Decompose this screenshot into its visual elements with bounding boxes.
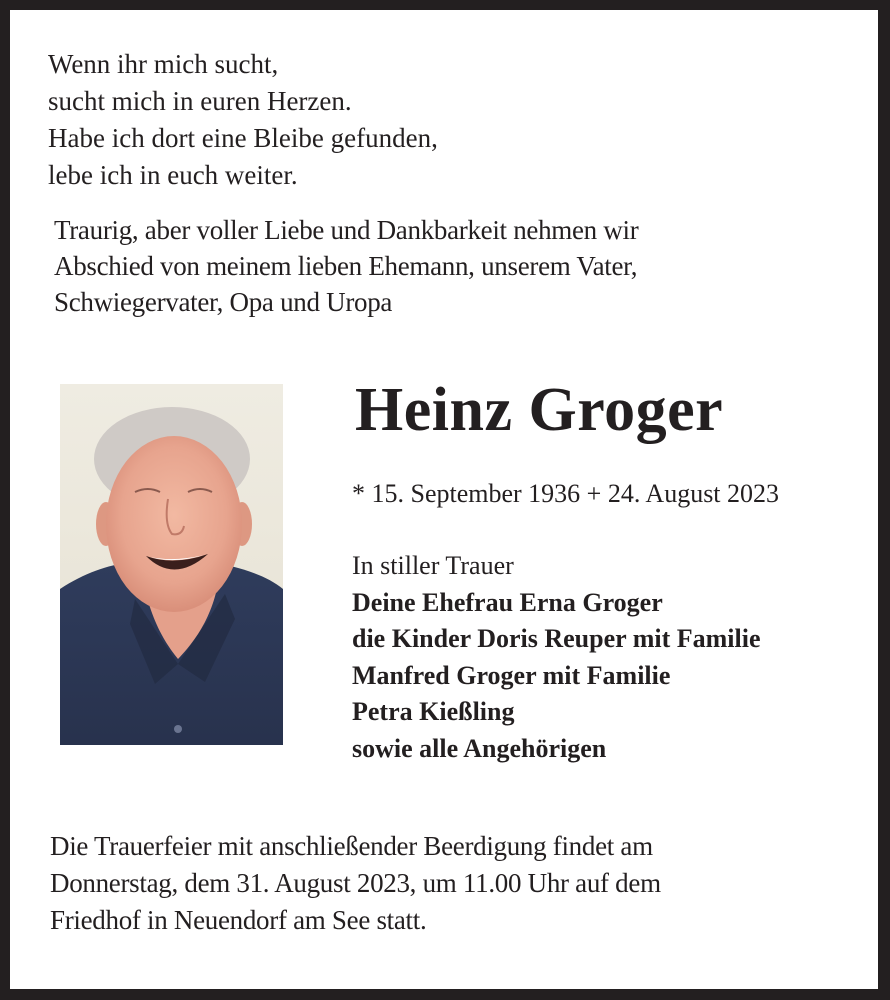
poem-line: Habe ich dort eine Bleibe gefunden, (48, 123, 438, 153)
mourners-list (352, 548, 761, 767)
poem (48, 46, 438, 194)
poem-line: lebe ich in euch weiter. (48, 160, 298, 190)
funeral-line: Donnerstag, dem 31. August 2023, um 11.00 Uhr auf dem (50, 868, 661, 898)
intro-line: Abschied von meinem lieben Ehemann, unserem Vater, (54, 251, 638, 281)
intro-line: Traurig, aber voller Liebe und Dankbarkeit nehmen wir (54, 215, 639, 245)
mourner-name: Petra Kießling (352, 697, 515, 726)
obituary-card (10, 10, 878, 989)
mourner-name: Deine Ehefrau Erna Groger (352, 587, 663, 617)
life-dates: * 15. September 1936 + 24. August 2023 (352, 479, 780, 508)
mourner-name: die Kinder Doris Reuper mit Familie (352, 624, 761, 653)
funeral-line: Friedhof in Neuendorf am See statt. (50, 905, 427, 935)
mourners-lead: In stiller Trauer (352, 551, 514, 580)
mourner-name: Manfred Groger mit Familie (352, 660, 671, 690)
funeral-line: Die Trauerfeier mit anschließender Beerdigung findet am (50, 831, 653, 861)
poem-line: sucht mich in euren Herzen. (48, 86, 352, 116)
deceased-name: Heinz Groger (355, 376, 724, 444)
funeral-info (50, 828, 661, 939)
poem-line: Wenn ihr mich sucht, (48, 49, 279, 79)
intro-text (54, 212, 638, 320)
intro-line: Schwiegervater, Opa und Uropa (54, 287, 393, 317)
portrait-image (60, 384, 283, 745)
portrait-photo (60, 384, 283, 745)
mourner-name: sowie alle Angehörigen (352, 733, 607, 763)
